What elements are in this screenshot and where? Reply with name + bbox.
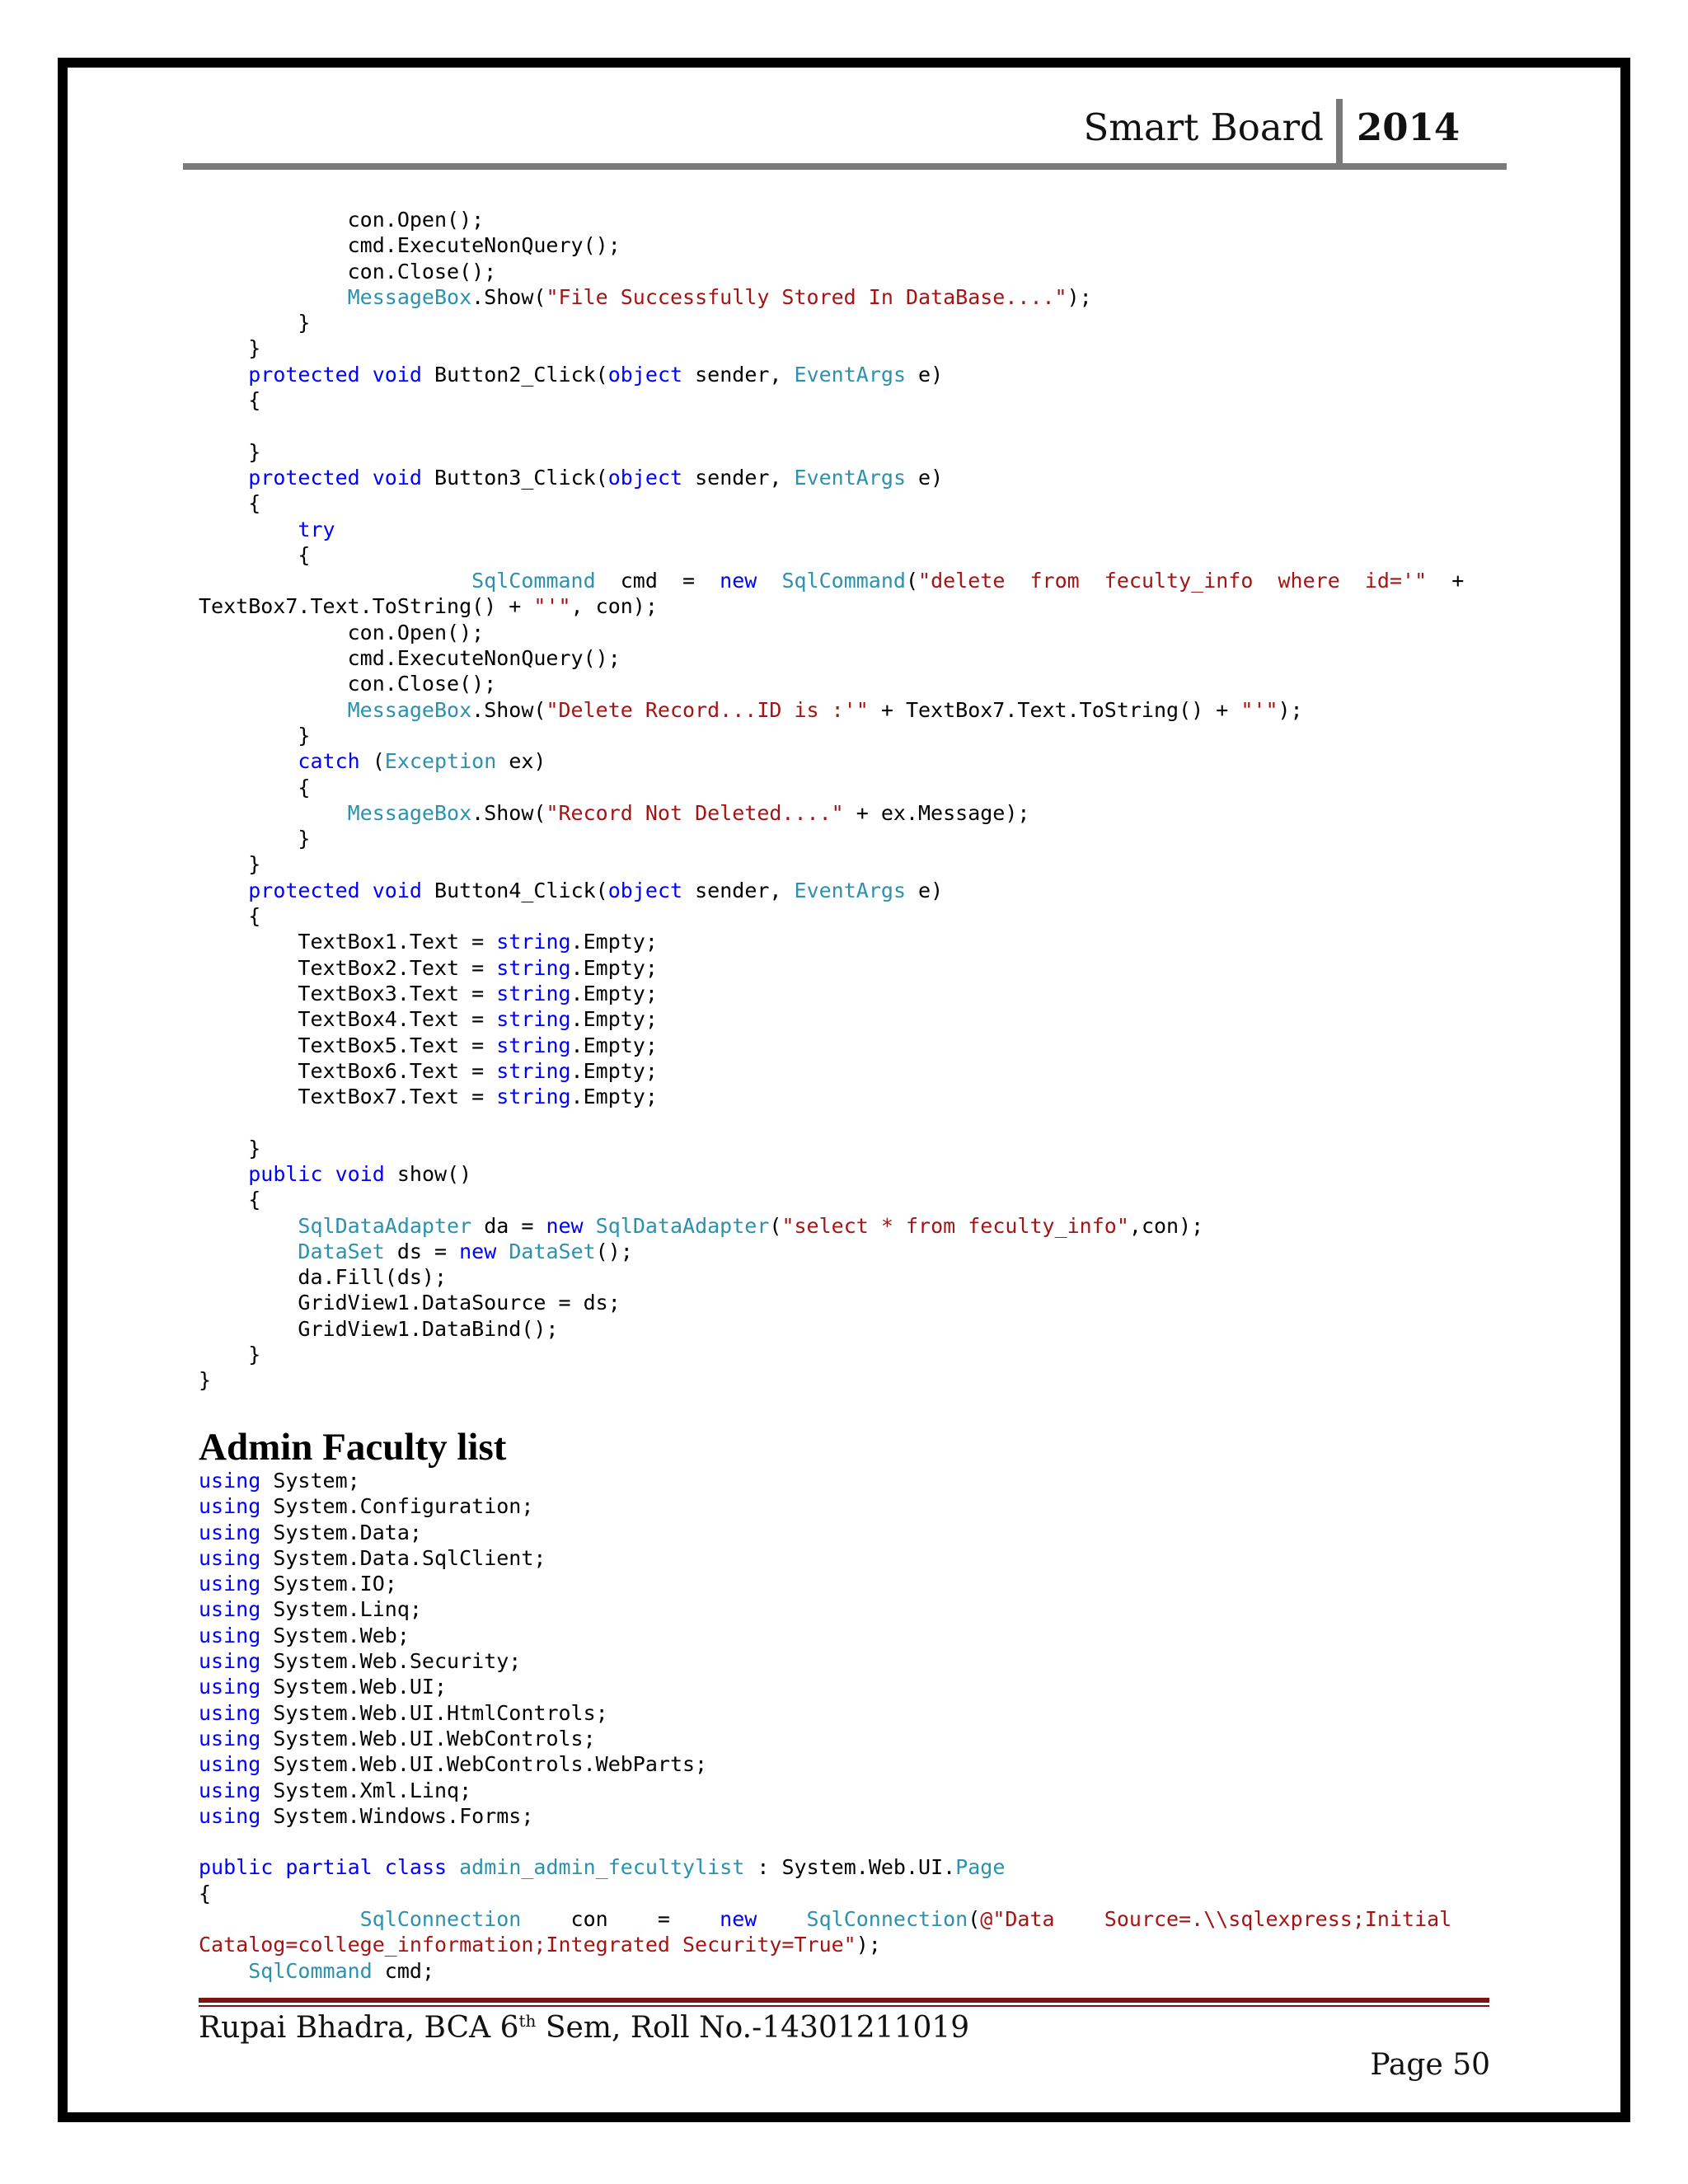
code-line: cmd.ExecuteNonQuery(); (199, 646, 621, 671)
code-line: cmd.ExecuteNonQuery(); (199, 233, 621, 258)
code-line: TextBox7.Text = string.Empty; (199, 1085, 658, 1109)
code-line: { (199, 775, 311, 799)
code-line: { (199, 904, 261, 929)
code-line: using System.Data.SqlClient; (199, 1545, 546, 1570)
code-line: MessageBox.Show("Record Not Deleted...." + ex.Message); (347, 800, 1030, 825)
code-line: con.Close(); (199, 259, 497, 284)
code-line: using System.Web.Security; (199, 1649, 522, 1674)
code-line: } (199, 1136, 261, 1160)
code-line: SqlCommand cmd = new SqlCommand("delete from feculty_info where id='" + (471, 569, 1465, 593)
footer-page-number: Page 50 (1370, 2048, 1490, 2082)
code-line: protected void Button2_Click(object sender, EventArgs e) (248, 362, 944, 387)
code-line: using System.Web.UI.WebControls.WebParts; (199, 1752, 708, 1777)
footer-author-sup: th (518, 2011, 537, 2031)
code-line: using System.Xml.Linq; (199, 1778, 472, 1802)
footer-author-prefix: Rupai Bhadra, BCA 6 (199, 2011, 519, 2045)
section-title: Admin Faculty list (199, 1426, 507, 1469)
code-line: using System.Web.UI.WebControls; (199, 1726, 596, 1750)
code-line: try (298, 517, 335, 541)
code-line: using System.Web.UI.HtmlControls; (199, 1700, 608, 1725)
code-line: TextBox6.Text = string.Empty; (199, 1058, 658, 1083)
header-year: 2014 (1357, 105, 1461, 149)
code-line: GridView1.DataBind(); (199, 1316, 559, 1341)
code-line: using System.Linq; (199, 1597, 422, 1622)
code-line: public partial class admin_admin_fecultylist : System.Web.UI.Page (199, 1855, 1006, 1880)
code-line: } (199, 1343, 261, 1367)
code-line: } (199, 1368, 212, 1393)
code-line: using System; (199, 1469, 360, 1493)
header-title: Smart Board (1083, 105, 1324, 149)
header-rule (183, 163, 1507, 170)
code-line: { (199, 1881, 212, 1905)
code-line: protected void Button3_Click(object sender, EventArgs e) (248, 465, 944, 490)
code-line: con.Open(); (199, 620, 485, 644)
code-line: DataSet ds = new DataSet(); (298, 1239, 633, 1263)
code-line: using System.Data; (199, 1520, 422, 1544)
code-line: TextBox3.Text = string.Empty; (199, 981, 658, 1005)
code-line: protected void Button4_Click(object sender, EventArgs e) (248, 878, 944, 902)
footer-rule-thin (199, 2005, 1489, 2007)
code-line: { (199, 388, 261, 413)
code-line: } (199, 311, 311, 335)
code-line: MessageBox.Show("Delete Record...ID is :'" + TextBox7.Text.ToString() + "'"); (347, 697, 1303, 722)
code-line: con.Close(); (199, 672, 497, 696)
footer-author-suffix: Sem, Roll No.-14301211019 (536, 2011, 970, 2045)
code-line: { (199, 1188, 261, 1212)
code-line: TextBox2.Text = string.Empty; (199, 955, 658, 980)
header-separator (1336, 99, 1343, 167)
code-line: } (199, 439, 261, 464)
footer-author (199, 2011, 969, 2045)
code-line: } (199, 827, 311, 851)
code-line: GridView1.DataSource = ds; (199, 1291, 621, 1315)
code-line: TextBox5.Text = string.Empty; (199, 1033, 658, 1057)
code-line: using System.Configuration; (199, 1494, 534, 1519)
code-line: da.Fill(ds); (199, 1265, 448, 1290)
code-line: } (199, 852, 261, 877)
code-line: catch (Exception ex) (298, 749, 546, 774)
code-line: SqlCommand cmd; (248, 1958, 434, 1983)
code-line: using System.Web; (199, 1623, 410, 1647)
code-line: SqlDataAdapter da = new SqlDataAdapter("select * from feculty_info",con); (298, 1213, 1204, 1238)
code-line: SqlConnection con = new SqlConnection(@"Data Source=.\\sqlexpress;Initial (359, 1907, 1452, 1932)
code-line: MessageBox.Show("File Successfully Stored In DataBase...."); (347, 284, 1092, 309)
code-line: public void show() (248, 1161, 472, 1186)
code-line: TextBox7.Text.ToString() + "'", con); (199, 594, 658, 619)
code-block-2 (199, 1468, 1451, 1984)
code-line: } (199, 336, 261, 361)
code-line: { (199, 542, 311, 567)
code-line: { (199, 491, 261, 516)
code-line: TextBox4.Text = string.Empty; (199, 1007, 658, 1032)
code-line: TextBox1.Text = string.Empty; (199, 930, 658, 954)
code-line: using System.IO; (199, 1572, 397, 1596)
code-line: } (199, 723, 311, 748)
code-block-1 (199, 207, 1464, 1394)
code-line: con.Open(); (199, 208, 485, 232)
code-line: using System.Windows.Forms; (199, 1803, 534, 1828)
code-line: using System.Web.UI; (199, 1675, 448, 1699)
footer-rule (199, 1998, 1489, 2003)
code-line: Catalog=college_information;Integrated Security=True"); (199, 1933, 881, 1957)
